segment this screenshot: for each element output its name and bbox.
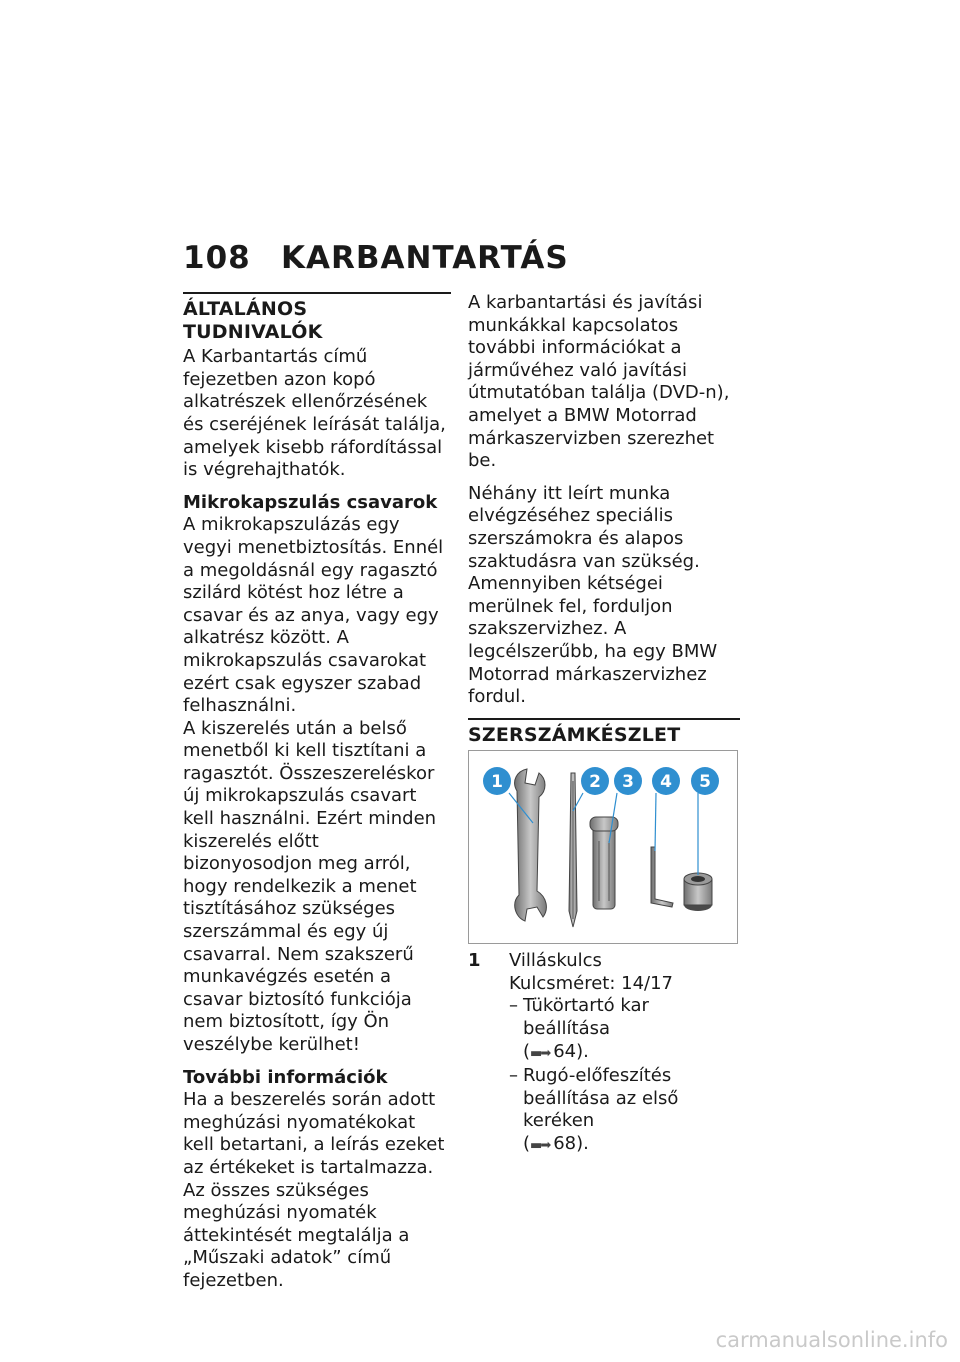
more-info-paragraph-2: A karbantartási és javítási munkákkal kapcsolatos további információkat a járművéhez való javítási útmutatóban találja (DVD-n), amelyet a BMW Motorrad márkaszervizben szerezhet be. bbox=[468, 292, 730, 472]
micro-paragraph-2: A kiszerelés után a belső menetből ki kell tisztítani a ragasztót. Összeszereléskor új mikrokapszulás csavart kell használni. Ezért minden kiszerelés előtt bizonyosodjon meg arról, hogy rendelkezik a menet tisztításához szükséges szerszámmal és egy új csavarral. Nem szakszerű munkavégzés esetén a csavar biztosító funkciója nem biztosított, így Ön veszélybe kerülhet! bbox=[183, 717, 437, 1055]
screwdriver-icon bbox=[569, 773, 577, 927]
page-header bbox=[183, 240, 569, 276]
watermark: carmanualsonline.info bbox=[715, 1328, 948, 1352]
tool-usage-bullet-2: – Rugó-előfeszítés beállítása az első keréken (▬➡ 68). bbox=[509, 1065, 740, 1157]
tool-usage-text-2: Rugó-előfeszítés beállítása az első keréken bbox=[523, 1065, 679, 1132]
toolkit-figure bbox=[468, 750, 738, 944]
page-number: 108 bbox=[183, 240, 251, 276]
section-title-toolkit: SZERSZÁMKÉSZLET bbox=[468, 723, 681, 746]
tool-item-1 bbox=[468, 950, 740, 1157]
tool-item-size: Kulcsméret: 14/17 bbox=[509, 972, 673, 994]
callout-label-3: 3 bbox=[622, 772, 634, 793]
micro-paragraph-1: A mikrokapszulázás egy vegyi menetbiztosítás. Ennél a megoldásnál egy ragasztó szilárd kötést hoz létre a csavar és az anya, vagy egy alkatrész között. A mikrokapszulás csavarokat ezért csak egyszer szabad felhasználni. bbox=[183, 514, 444, 717]
callout-label-2: 2 bbox=[589, 772, 601, 793]
right-column bbox=[468, 292, 740, 1158]
wrench-icon bbox=[515, 769, 547, 921]
toolkit-illustration bbox=[469, 751, 737, 943]
tool-item-name: Villáskulcs bbox=[509, 950, 602, 972]
callout-label-5: 5 bbox=[699, 772, 711, 793]
page-ref-1[interactable]: 64). bbox=[553, 1040, 589, 1062]
page-ref-arrow-icon[interactable]: ▬➡ bbox=[530, 1045, 550, 1061]
screwdriver-handle-icon bbox=[590, 817, 618, 909]
hex-key-icon bbox=[651, 847, 673, 907]
tool-usage-text-1: Tükörtartó kar beállítása bbox=[523, 995, 649, 1040]
tool-item-number: 1 bbox=[468, 950, 481, 972]
callout-label-4: 4 bbox=[660, 772, 672, 793]
tool-usage-bullet-1: – Tükörtartó kar beállítása (▬➡ 64). bbox=[509, 995, 740, 1065]
section-rule bbox=[183, 292, 451, 294]
general-paragraph: A Karbantartás című fejezetben azon kopó alkatrészek ellenőrzésének és cseréjének leírását találja, amelyek kisebb ráfordítással is végrehajthatók. bbox=[183, 346, 446, 481]
chapter-title: KARBANTARTÁS bbox=[281, 240, 569, 276]
page-ref-2[interactable]: 68). bbox=[553, 1133, 589, 1155]
more-info-paragraph: Ha a beszerelés során adott meghúzási nyomatékokat kell betartani, a leírás ezeket az értékeket is tartalmazza. Az összes szükséges meghúzási nyomaték áttekintését megtalálja a „Műszaki adatok” című fejezetben. bbox=[183, 1089, 445, 1291]
subtitle-micro-screws: Mikrokapszulás csavarok bbox=[183, 491, 438, 513]
subtitle-more-info: További információk bbox=[183, 1066, 388, 1088]
more-info-paragraph-3: Néhány itt leírt munka elvégzéséhez speciális szerszámokra és alapos szaktudásra van szükség. Amennyiben kétségei merülnek fel, forduljon szakszervizhez. A legcélszerűbb, ha egy BMW Motorrad márkaszervizhez fordul. bbox=[468, 482, 718, 708]
left-column bbox=[183, 292, 451, 1293]
page-ref-arrow-icon[interactable]: ▬➡ bbox=[530, 1138, 550, 1154]
section-rule-toolkit bbox=[468, 718, 740, 720]
section-title-general: ÁLTALÁNOS TUDNIVALÓK bbox=[183, 298, 323, 343]
socket-icon bbox=[684, 873, 712, 911]
callout-label-1: 1 bbox=[491, 772, 503, 793]
